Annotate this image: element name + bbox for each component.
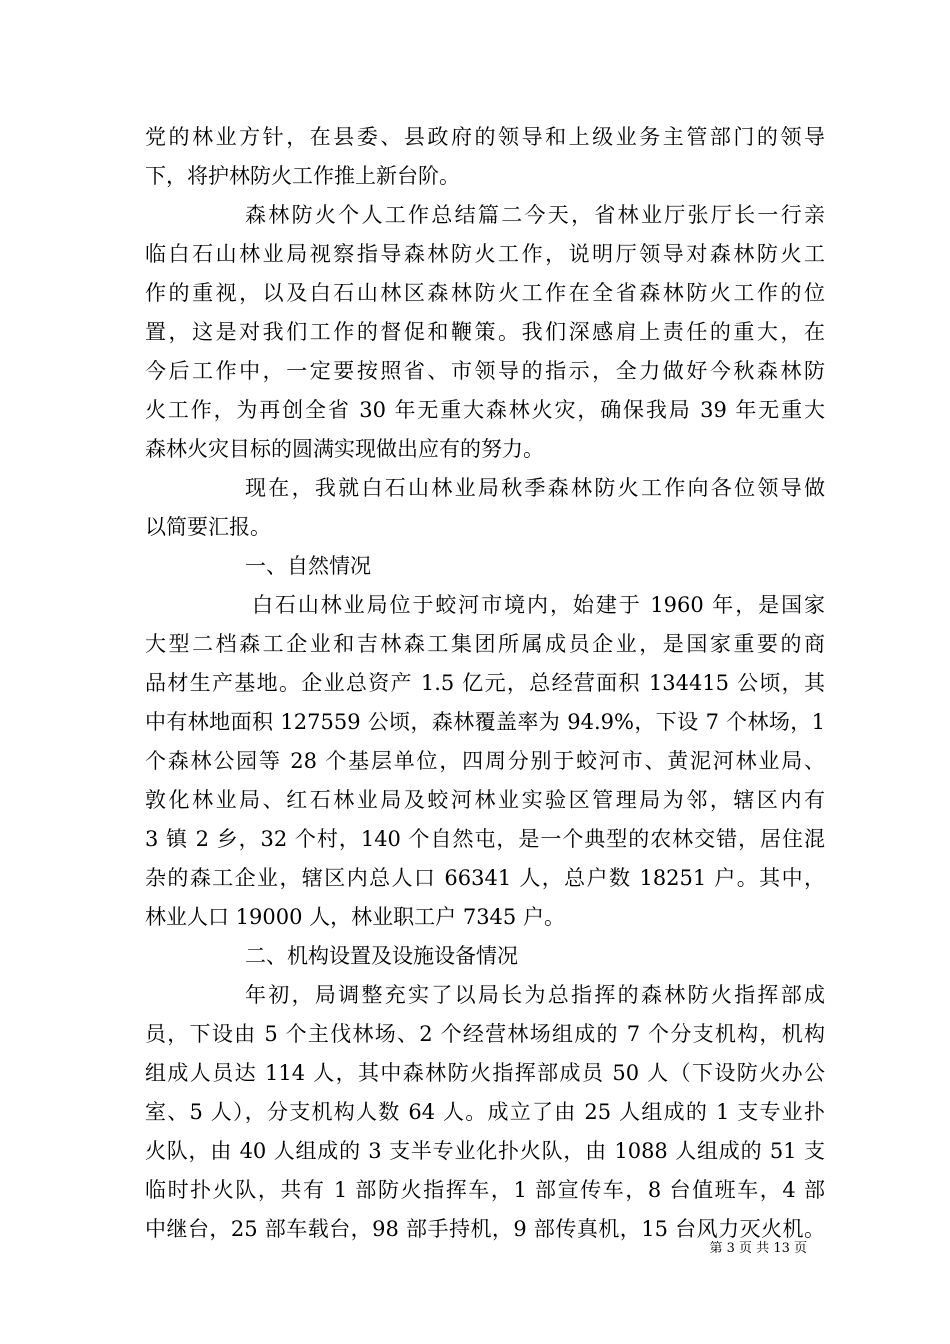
text-line-3: 森林防火个人工作总结篇二今天，省林业厅张厅长一行亲 xyxy=(245,203,825,227)
text-line-26: 室、5 人），分支机构人数 64 人。成立了由 25 人组成的 1 支专业扑 xyxy=(145,1100,825,1124)
text-line-10: 现在，我就白石山林业局秋季森林防火工作向各位领导做 xyxy=(245,476,825,500)
text-line-19: 3 镇 2 乡，32 个村，140 个自然屯，是一个典型的农林交错，居住混 xyxy=(145,827,825,851)
text-line-29: 中继台，25 部车载台，98 部手持机，9 部传真机，15 台风力灭火机。 xyxy=(145,1217,825,1241)
text-line-14: 大型二档森工企业和吉林森工集团所属成员企业，是国家重要的商 xyxy=(145,632,825,656)
text-line-1: 党的林业方针，在县委、县政府的领导和上级业务主管部门的领导 xyxy=(145,125,825,149)
text-line-9: 森林火灾目标的圆满实现做出应有的努力。 xyxy=(145,437,544,461)
text-line-28: 临时扑火队，共有 1 部防火指挥车，1 部宣传车，8 台值班车，4 部 xyxy=(145,1178,825,1202)
text-line-16: 中有林地面积 127559 公顷，森林覆盖率为 94.9%，下设 7 个林场，1 xyxy=(145,710,825,734)
text-line-6: 置，这是对我们工作的督促和鞭策。我们深感肩上责任的重大，在 xyxy=(145,320,825,344)
page-footer: 第 3 页 共 13 页 xyxy=(709,1241,807,1256)
text-line-23: 年初，局调整充实了以局长为总指挥的森林防火指挥部成 xyxy=(245,983,825,1007)
text-line-18: 敦化林业局、红石林业局及蛟河林业实验区管理局为邻，辖区内有 xyxy=(145,788,825,812)
text-line-13: 白石山林业局位于蛟河市境内，始建于 1960 年，是国家 xyxy=(252,593,825,617)
section-heading-2: 二、机构设置及设施设备情况 xyxy=(245,944,518,968)
text-line-21: 林业人口 19000 人，林业职工户 7345 户。 xyxy=(145,905,565,929)
text-line-2: 下，将护林防火工作推上新台阶。 xyxy=(145,164,460,188)
text-line-17: 个森林公园等 28 个基层单位，四周分别于蛟河市、黄泥河林业局、 xyxy=(145,749,825,773)
text-line-4: 临白石山林业局视察指导森林防火工作，说明厅领导对森林防火工 xyxy=(145,242,825,266)
text-line-15: 品材生产基地。企业总资产 1.5 亿元，总经营面积 134415 公顷，其 xyxy=(145,671,825,695)
text-line-25: 组成人员达 114 人，其中森林防火指挥部成员 50 人（下设防火办公 xyxy=(145,1061,825,1085)
text-line-7: 今后工作中，一定要按照省、市领导的指示，全力做好今秋森林防 xyxy=(145,359,825,383)
text-line-20: 杂的森工企业，辖区内总人口 66341 人，总户数 18251 户。其中， xyxy=(145,866,825,890)
text-line-8: 火工作，为再创全省 30 年无重大森林火灾，确保我局 39 年无重大 xyxy=(145,398,825,422)
section-heading-1: 一、自然情况 xyxy=(245,554,371,578)
text-line-5: 作的重视，以及白石山林区森林防火工作在全省森林防火工作的位 xyxy=(145,281,825,305)
text-line-11: 以简要汇报。 xyxy=(145,515,271,539)
text-line-27: 火队，由 40 人组成的 3 支半专业化扑火队，由 1088 人组成的 51 支 xyxy=(145,1139,825,1163)
text-line-24: 员，下设由 5 个主伐林场、2 个经营林场组成的 7 个分支机构，机构 xyxy=(145,1022,825,1046)
